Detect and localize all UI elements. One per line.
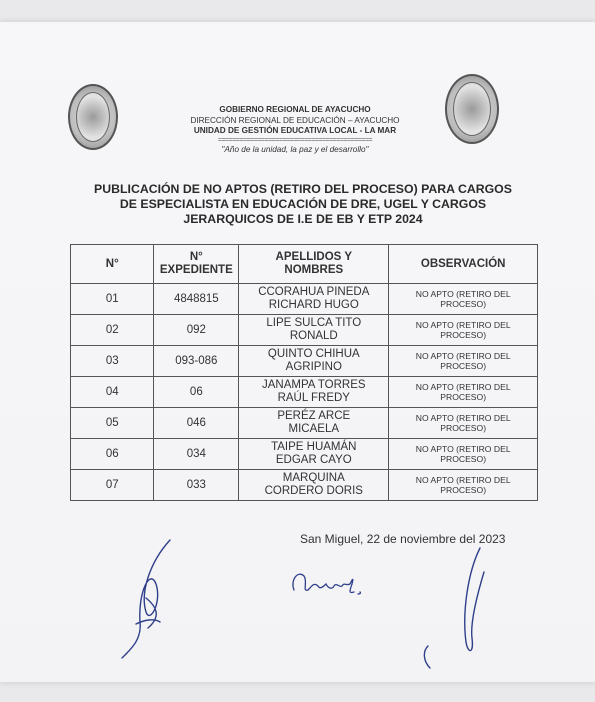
row-obs-line-2: PROCESO) (440, 299, 487, 309)
row-obs-line-2: PROCESO) (440, 361, 487, 371)
row-obs-line-2: PROCESO) (440, 392, 487, 402)
row-expediente: 4848815 (154, 284, 239, 315)
title-line-2: DE ESPECIALISTA EN EDUCACIÓN DE DRE, UGEL Y CARGOS (119, 197, 487, 211)
header-rule: =========================================== (217, 136, 373, 144)
row-number: 04 (71, 377, 154, 408)
row-expediente: 06 (154, 377, 239, 408)
page-title (68, 182, 538, 227)
row-expediente: 033 (154, 470, 239, 501)
row-obs-line-1: NO APTO (RETIRO DEL (415, 475, 511, 485)
table-row (71, 470, 538, 501)
row-name (239, 439, 389, 470)
row-observacion (389, 377, 538, 408)
row-obs-line-2: PROCESO) (440, 485, 487, 495)
row-name-line-1: PERÉZ ARCE (277, 410, 351, 422)
header-names-line-1: APELLIDOS Y (275, 251, 353, 263)
header-apellidos-nombres (239, 245, 389, 284)
header-line-1: GOBIERNO REGIONAL DE AYACUCHO (219, 105, 371, 114)
row-obs-line-1: NO APTO (RETIRO DEL (415, 351, 511, 361)
signature-right-icon (418, 542, 498, 672)
row-name-line-2: CORDERO DORIS (264, 485, 363, 497)
header-line-2: DIRECCIÓN REGIONAL DE EDUCACIÓN – AYACUCHO (190, 115, 400, 125)
header-names-line-2: NOMBRES (284, 264, 344, 276)
row-name-line-1: MARQUINA (282, 472, 345, 484)
row-number: 02 (71, 315, 154, 346)
row-obs-line-2: PROCESO) (440, 423, 487, 433)
header-motto: "Año de la unidad, la paz y el desarrollo" (221, 144, 369, 154)
row-observacion (389, 470, 538, 501)
row-obs-line-1: NO APTO (RETIRO DEL (415, 320, 511, 330)
row-observacion (389, 284, 538, 315)
row-expediente: 034 (154, 439, 239, 470)
row-name-line-1: JANAMPA TORRES (262, 379, 366, 391)
document-page (0, 22, 595, 682)
title-line-3: JERARQUICOS DE I.E DE EB Y ETP 2024 (183, 212, 423, 226)
row-name-line-2: AGRIPINO (285, 361, 342, 373)
row-number: 07 (71, 470, 154, 501)
row-name (239, 408, 389, 439)
row-observacion (389, 346, 538, 377)
row-name (239, 315, 389, 346)
row-name-line-1: TAIPE HUAMÁN (271, 441, 357, 453)
row-name-line-1: QUINTO CHIHUA (267, 348, 360, 360)
row-name-line-1: CCORAHUA PINEDA (258, 286, 370, 298)
row-expediente: 093-086 (154, 346, 239, 377)
title-line-1: PUBLICACIÓN DE NO APTOS (RETIRO DEL PROCESO) PARA CARGOS (94, 182, 512, 196)
ugel-seal-icon (445, 74, 499, 144)
table-row (71, 346, 538, 377)
row-name-line-2: RICHARD HUGO (268, 299, 359, 311)
row-expediente: 046 (154, 408, 239, 439)
row-observacion (389, 315, 538, 346)
row-obs-line-1: NO APTO (RETIRO DEL (415, 444, 511, 454)
row-number: 01 (71, 284, 154, 315)
row-obs-line-1: NO APTO (RETIRO DEL (415, 382, 511, 392)
place-and-date: San Miguel, 22 de noviembre del 2023 (300, 532, 506, 546)
row-obs-line-1: NO APTO (RETIRO DEL (415, 289, 511, 299)
regional-government-seal-icon (68, 84, 118, 150)
table-header-row (71, 245, 538, 284)
header-expediente (154, 245, 239, 284)
table-row (71, 377, 538, 408)
row-expediente: 092 (154, 315, 239, 346)
header-n: N° (71, 245, 154, 284)
row-obs-line-2: PROCESO) (440, 454, 487, 464)
row-observacion (389, 439, 538, 470)
header-expediente-line-2: EXPEDIENTE (159, 264, 233, 276)
row-name (239, 377, 389, 408)
table-row (71, 284, 538, 315)
table-row (71, 408, 538, 439)
row-name-line-2: MICAELA (288, 423, 340, 435)
row-name-line-2: EDGAR CAYO (275, 454, 352, 466)
row-name (239, 346, 389, 377)
no-apto-table (70, 244, 538, 501)
signature-left-icon (110, 532, 200, 662)
row-obs-line-2: PROCESO) (440, 330, 487, 340)
row-name (239, 284, 389, 315)
table-row (71, 439, 538, 470)
row-obs-line-1: NO APTO (RETIRO DEL (415, 413, 511, 423)
row-name-line-2: RONALD (289, 330, 338, 342)
row-number: 03 (71, 346, 154, 377)
row-name (239, 470, 389, 501)
row-name-line-2: RAÚL FREDY (277, 392, 350, 404)
row-observacion (389, 408, 538, 439)
document-header (160, 105, 430, 155)
table-row (71, 315, 538, 346)
header-expediente-line-1: N° (189, 251, 203, 263)
row-name-line-1: LIPE SULCA TITO (266, 317, 362, 329)
header-line-3: UNIDAD DE GESTIÓN EDUCATIVA LOCAL - LA MAR (193, 126, 397, 135)
row-number: 05 (71, 408, 154, 439)
signature-center-icon (288, 562, 378, 602)
header-observacion: OBSERVACIÓN (389, 245, 538, 284)
row-number: 06 (71, 439, 154, 470)
